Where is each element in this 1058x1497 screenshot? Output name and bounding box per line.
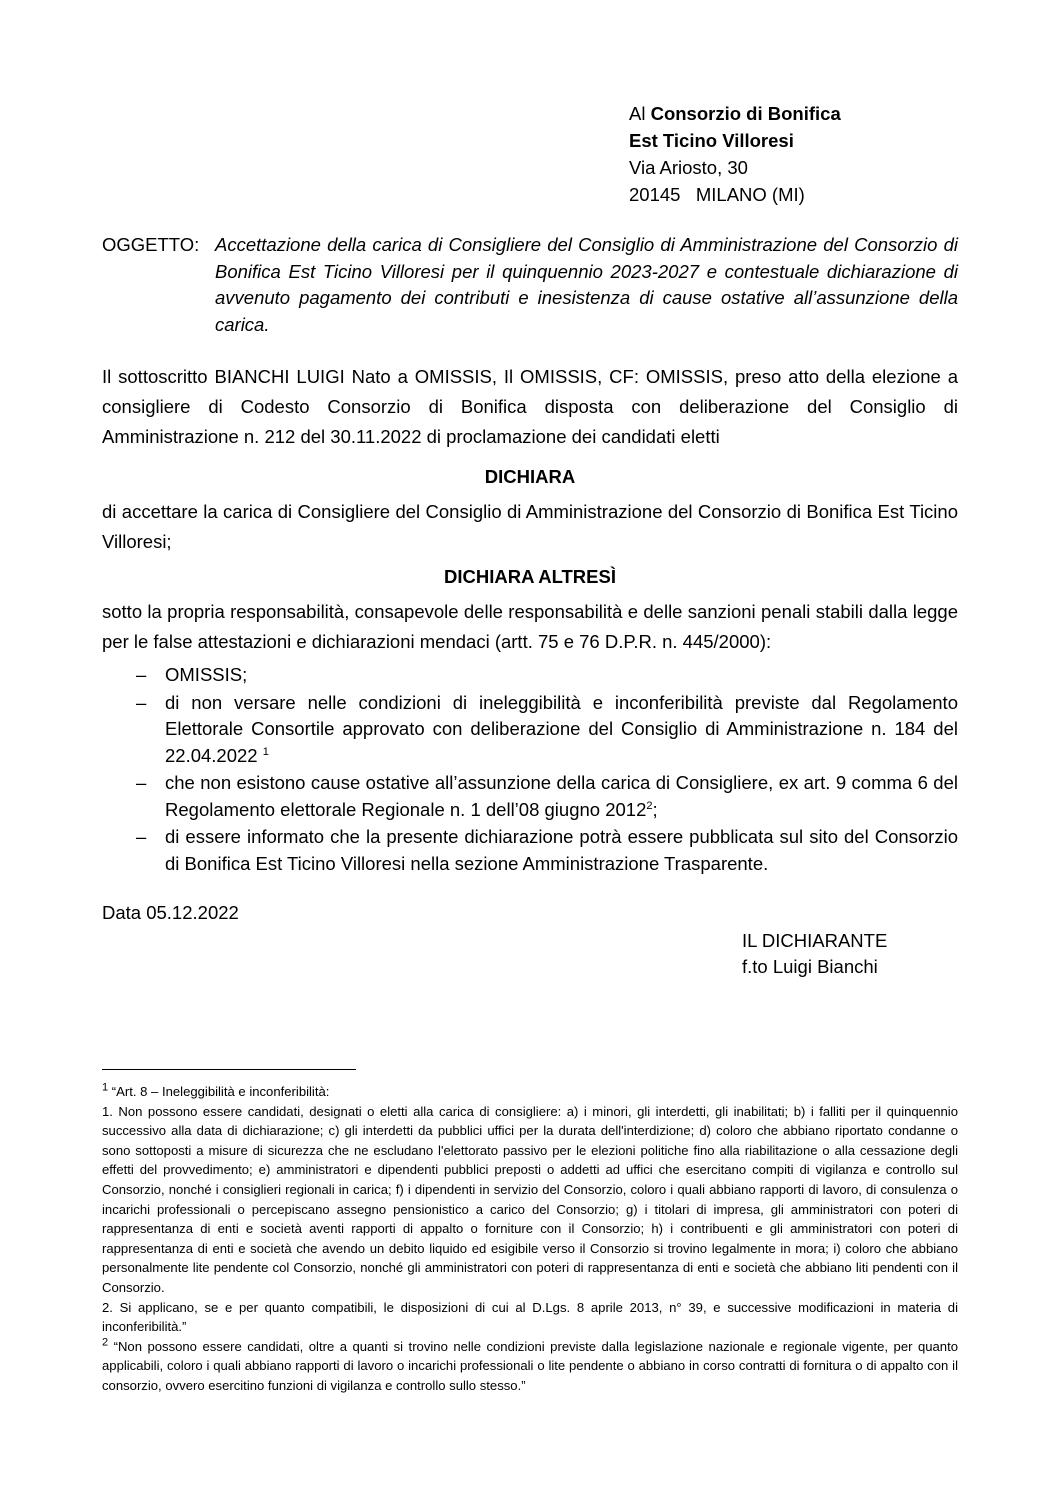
recipient-org-line-2: Est Ticino Villoresi: [629, 130, 794, 151]
declaration-heading-2: DICHIARA ALTRESÌ: [444, 566, 616, 587]
footnote-2: $^2$ “Non possono essere candidati, oltre a quanti si trovino nelle condizioni previste dalla legislazione nazionale e regionale vigente, per quanto applicabili, coloro i quali abbiano rapporti di lavoro o incarichi professionali o lite pendente o abbiano in corso contratti di fornitura o di appalto con il consorzio, ovvero esercitino funzioni di vigilanza e controllo sullo stesso.”: [102, 1336, 958, 1393]
dash-bullet: –: [136, 772, 147, 793]
recipient-prefix: Al: [629, 103, 646, 124]
declaration-text-1: di accettare la carica di Consigliere del Consiglio di Amministrazione del Consorzio di Bonifica Est Ticino Villoresi;: [102, 501, 958, 552]
footnote-ref-2: 2: [646, 799, 653, 812]
recipient-street: Via Ariosto, 30: [629, 157, 748, 178]
footnote-separator: [102, 1069, 356, 1070]
recipient-line-1: [629, 100, 841, 127]
dash-bullet: –: [136, 664, 147, 685]
dash-bullet: –: [136, 826, 147, 847]
footnote-1-paragraph-1: 1. Non possono essere candidati, designati o eletti alla carica di consigliere: a) i minori, gli interdetti, gli inabilitati; b) i falliti per il quinquennio successivo alla data di dichiarazione; c) gli interdetti da pubblici uffici per la durata dell'interdizione; d) coloro che abbiano riportato condanne o sono sottoposti a misure di sicurezza che ne escludano l'elettorato passivo per le elezioni politiche fino alla riabilitazione o alla cessazione degli effetti del provvedimento; e) amministratori e dipendenti pubblici preposti o addetti ad uffici che esercitano compiti di vigilanza e controllo sul Consorzio, nonché i consiglieri regionali in carica; f) i dipendenti in servizio del Consorzio, coloro i quali abbiano rapporti di lavoro, di consulenza o incarichi professionali o percepiscano assegno pensionistico a carico del Consorzio; g) i titolari di impresa, gli amministratori con poteri di rappresentanza di enti e società aventi rapporti di appalto o forniture con il Consorzio; h) i contribuenti e gli amministratori con poteri di rappresentanza di enti e società che avendo un debito liquido ed esigibile verso il Consorzio si trovino legalmente in mora; i) coloro che abbiano personalmente lite pendente col Consorzio, nonché gli amministratori con poteri di rappresentanza di enti e società che abbiano liti pendenti con il Consorzio.: [102, 1103, 958, 1295]
list-item: – che non esistono cause ostative all’assunzione della carica di Consigliere, ex art. 9 comma 6 del Regolamento elettorale Regionale n. 1 dell’08 giugno 2012$^2$;: [136, 772, 958, 820]
document-date: Data 05.12.2022: [102, 902, 239, 923]
footnote-1-heading: $^1$ “Art. 8 – Ineleggibilità e inconferibilità:: [102, 1081, 330, 1099]
signature-title: IL DICHIARANTE: [742, 930, 888, 951]
declaration-heading-1: DICHIARA: [484, 466, 576, 487]
declaration-list: [102, 662, 958, 878]
recipient-line-2: [629, 127, 841, 154]
footnote-ref-1: 1: [262, 745, 269, 758]
dash-bullet: –: [136, 691, 147, 713]
recipient-org-line-1: Consorzio di Bonifica: [650, 103, 841, 124]
subject-text: Accettazione della carica di Consigliere del Consiglio di Amministrazione del Consorzio di Bonifica Est Ticino Villoresi per il quinquennio 2023-2027 e contestuale dichiarazione di avvenuto pagamento dei contributi e inesistenza di cause ostative all’assunzione della carica.: [215, 234, 958, 335]
declaration-text-2: sotto la propria responsabilità, consapevole delle responsabilità e delle sanzioni penali stabili dalla legge per le false attestazioni e dichiarazioni mendaci (artt. 75 e 76 D.P.R. n. 445/2000):: [102, 601, 958, 652]
subject-block: [102, 232, 958, 338]
list-item: – di non versare nelle condizioni di ineleggibilità e inconferibilità previste dal Regolamento Elettorale Consortile approvato con deliberazione del Consiglio di Amministrazione n. 184 del 22.04.2022 $^1$: [136, 691, 958, 766]
list-item: – di essere informato che la presente dichiarazione potrà essere pubblicata sul sito del Consorzio di Bonifica Est Ticino Villoresi nella sezione Amministrazione Trasparente.: [136, 826, 958, 874]
recipient-address: [629, 100, 841, 208]
signature-block: [742, 928, 887, 980]
list-item: – OMISSIS;: [102, 662, 958, 689]
signature-name: f.to Luigi Bianchi: [742, 956, 878, 977]
intro-paragraph: Il sottoscritto BIANCHI LUIGI Nato a OMISSIS, Il OMISSIS, CF: OMISSIS, preso atto della elezione a consigliere di Codesto Consorzio di Bonifica disposta con deliberazione del Consiglio di Amministrazione n. 212 del 30.11.2022 di proclamazione dei candidati eletti: [102, 366, 958, 447]
footnotes: [102, 1082, 958, 1396]
footnote-1-paragraph-2: 2. Si applicano, se e per quanto compatibili, le disposizioni di cui al D.Lgs. 8 aprile 2013, n° 39, e successive modificazioni in materia di inconferibilità.”: [102, 1299, 958, 1335]
recipient-city: 20145 MILANO (MI): [629, 184, 805, 205]
subject-label: OGGETTO:: [102, 234, 200, 255]
